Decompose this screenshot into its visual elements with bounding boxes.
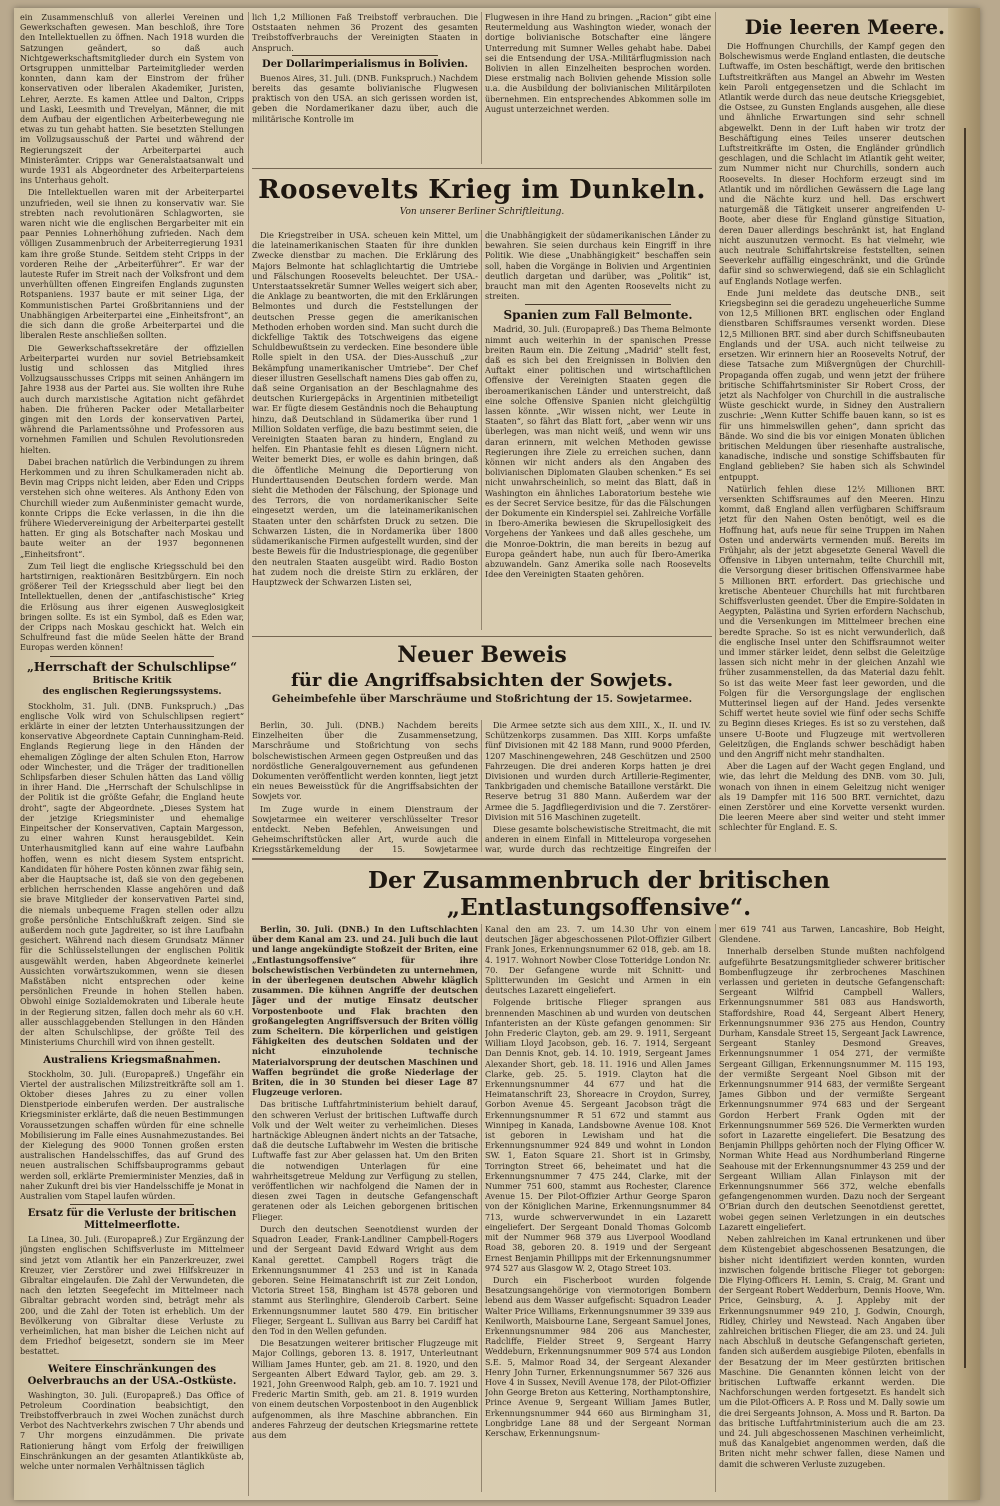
mid-top-left	[252, 12, 478, 168]
article-text: Im Zuge wurde in einem Dienstraum der Sowjetarmee ein weiterer verschlüsselter Tresor entdeckt. Neben Befehlen, Anweisungen und Geheimschriftstücken aller Art, wurde auch die Kriegsstärkemeldung der 15. Sowjetarmee	[252, 803, 478, 855]
soviet-col-2	[485, 720, 711, 856]
article-text: Washington, 30. Juli. (Europapreß.) Das Office of Petroleum Coordination beabsichtigt, den Treibstoffverbrauch in zwei Wochen zunächst durch Verbot des Nachtverkehrs zwischen 7 Uhr abends und 7 Uhr morgens einzudämmen. Die private Rationierung hängt vom Erfolg der freiwilligen Einschränkungen an der gesamten Atlantikküste ab, welche unter normalen Verhältnissen täglich	[20, 1389, 244, 1471]
headline-leere-meere: Die leeren Meere.	[744, 15, 945, 39]
article-text: Natürlich fehlen diese 12½ Millionen BRT. versenkten Schiffsraumes auf den Meeren. Hinzu kommt, daß England allen verfügbaren Schiffsraum jetzt für den Nahen Osten benötigt, weil es die Hoffnung hat, aufs neue für seine Truppen im Nahen Osten und anderwärts vermenden muß. Bereits im Frühjahr, als der jetzt abgesetzte General Wavell die Offensive in Libyen unternahm, teilte Churchill mit, die Versorgung dieser britischen Offensivarmee habe 5 Millionen BRT. erfordert. Das griechische und kretische Abenteuer Churchills hat mit furchtbaren Schiffsverlusten geendet. Über die Empire-Soldaten in Aegypten, Palästina und Syrien erfordern Nachschub, und die Versenkungen im Mittelmeer brechen eine beredte Sprache. So ist es nicht verwunderlich, daß die englische Insel unter den Schiffsraumnot weiter und immer stärker leidet, denn selbst die Geleitzüge lassen sich nicht mehr in der gleichen Anzahl wie früher zusammenstellen, da das Material dazu fehlt. So ist das weite Meer fast leer geworden, und die Folgen für die Versorgungslage der englischen Mutterinsel liegen auf der Hand. Jedes versenkte Schiff wertet heute soviel wie fünf oder sechs Schiffe zu Beginn dieses Krieges. Es ist so zu verstehen, daß unsere U-Boote und Flugzeuge mit wertvolleren Geleitzügen, die Englands schwer beschädigt haben und den Angriff nicht mehr standhalten.	[719, 483, 945, 760]
article-text: ein Zusammenschluß von allerlei Vereinen und Gewerkschaften gewesen. Man beschloß, ihre Tore den Intellektuellen zu öffnen. Nach 1918 wurden die Satzungen geändert, so daß auch Nichtgewerkschaftsmitglieder durch ein System von Ortsgruppen unmittelbar Parteimitglieder werden konnten, dann kam der Einstrom der früher konservativen oder liberalen Akademiker, Juristen, Lehrer, Aerzte. Es kamen Attlee und Dalton, Cripps und Laski, Leesmith und Trevelyan, Männer, die mit dem Aufbau der eigentlichen Arbeiterbewegung nie etwas zu tun gehabt hatten. Sie besetzten Stellungen im Vollzugsausschuß der Partei und während der Regierungszeit der Arbeiterpartei auch Ministerämter. Cripps war Generalstaatsanwalt und wurde 1931 als Abgeordneter des Arbeiterparteiens ins Unterhaus geholt.	[20, 12, 244, 186]
roosevelt-col-2	[485, 230, 711, 634]
article-text: Neben zahlreichen im Kanal ertrunkenen und über dem Küstengebiet abgeschossenen Besatzungen, die bisher nicht identifiziert werden konnten, wurden inzwischen folgende britische Flieger tot geborgen: Die Flying-Officers H. Lemin, S. Craig, M. Grant und der Sergeant Robert Wedderburn, Dennis Hoove, Wm. Price, Geinsburg, A. J. Appleby mit der Erkennungsnummer 949 210, J. Godwin, Cnourgh, Ridley, Chirley und Newstead. Nach Angaben über zahlreichen britischen Flieger, die am 23. und 24. Juli nach Abschluß in deutsche Gefangenschaft gerieten, fanden sich außerdem ausgiebige Piloten, ebenfalls in der Besatzung der im Meer gestürzten britischen Maschine. Die Genannten können leicht von der britischen Luftwaffe erkannt werden. Die Nachforschungen werden fortgesetzt. Es handelt sich um die Pilot-Officers A. P. Ross und M. Dally sowie um die drei Sergeants Johnson, A. Moss und R. Barton. Da das britische Luftfahrtministerium auch die am 23. und 24. Juli abgeschossenen Maschinen verheimlicht, muß das Kanalgebiet angenommen werden, daß die Briten nicht mehr schwer fallen, diese Namen und damit die schweren Verluste zuzugeben.	[719, 1234, 945, 1469]
article-text: Durch ein Fischerboot wurden folgende Besatzungsangehörige von viermotorigen Bombern lebend aus dem Wasser aufgefischt: Squadron Leader Walter Price Williams, Erkennungsnummer 39 339 aus Kenilworth, Maisbourne Lane, Sergeant Samuel Jones, Erkennungsnummer 984 206 aus Manchester, Radcliffe, Fielder Street 9, Sergeant Harry Weddeburn, Erkennungsnummer 909 574 aus London S.E. 5, Malmor Road 34, der Sergeant Alexander Henry John Turner, Erkennungsnummer 567 326 aus Hove 4 in Sussex, Nevill Avenue 178, der Pilot-Offizier John George Breton aus Kettering, Northamptonshire, Prince Avenue 9, Sergeant William James Butler, Erkennungsnummer 944 660 aus Birmingham 31, Longbridge Lane 88 und der Sergeant Norman Kerschaw, Erkennungsnum-	[485, 1274, 711, 1438]
article-text: Ende Juni meldete das deutsche DNB., seit Kriegsbeginn sei die geradezu ungeheuerliche Summe von 12,5 Millionen BRT. englischen oder England dienstbaren Schiffsraumes versenkt worden. Diese 12,5 Millionen BRT. sind aber durch Schiffsneubauten Englands und der USA. auch nicht teilweise zu ersetzen. Wir erinnern hier an Roosevelts Notruf, der diese Tatsache zum Mißvergnügen der Churchill-Propaganda offen zugab, und wenn jetzt der frühere britische Schiffahrtsminister Sir Robert Cross, der jetzt als Nachfolger von Churchill in die australische Wüste geschickt wurde, in Sidney den Australiern zuschrie: „Wenn Kutter Schiffe bauen kann, so ist es für uns himmelswillen gehen“, dann spricht das Bände. Wo sind die bis vor einigen Monaten üblichen britischen Meldungen über riesenhafte australische, kanadische, indische und sonstige Schiffsbauten für England geblieben? Sie haben sich als Schwindel entpuppt.	[719, 287, 945, 482]
article-text: Zum Teil liegt die englische Kriegsschuld bei den hartstirnigen, reaktionären Besitzbürgern. Ein noch größerer Teil der Kriegsschuld aber liegt bei den Intellektuellen, denen der „antifaschistische“ Krieg die Erlösung aus ihrer eigenen Ausweglosigkeit bringen sollte. Es ist ein Symbol, daß es Eden war, der Cripps nach Moskau geschickt hat. Welch ein Schulfreund fast die müde Seelen hätte der Brand Europas werden können!	[20, 560, 244, 653]
headline-ersatz: Ersatz für die Verluste der britischen Mittelmeerflotte.	[27, 1208, 237, 1232]
bottom-col-1	[252, 924, 478, 1496]
article-text: mer 619 741 aus Tarwen, Lancashire, Bob Height, Glendene.	[719, 924, 945, 945]
article-text: Kanal den am 23. 7. um 14.30 Uhr von einem deutschen Jäger abgeschossenen Pilot-Offizier Gilbert Frank Jones, Erkennungsnummer 62 018, geb. am 18. 4. 1917. Wohnort Nowber Close Totteridge London Nr. 70. Der Gefangene wurde mit Schnitt- und Splitterwunden im Gesicht und Armen in ein deutsches Lazarett eingeliefert.	[485, 924, 711, 996]
article-text: lich 1,2 Millionen Faß Treibstoff verbrauchen. Die Oststaaten nehmen 36 Prozent des gesamten Treibstoffverbrauchs der Vereinigten Staaten in Anspruch.	[252, 12, 478, 53]
seas-column	[719, 12, 945, 854]
headline-oil: Weitere Einschränkungen des Oelverbrauchs an der USA.-Ostküste.	[27, 1363, 237, 1387]
article-text: Die Gewerkschaftssekretäre der offiziellen Arbeiterpartei wurden nur soviel Betriebsamkeit lustig und schlossen das Mitglied ihres Vollzugsausschusses Cripps mit seinen Anhängern im Jahre 1938 aus der Partei aus. Sie wollten ihre Ruhe auch durch marxistische Agitation nicht gefährdet haben. Die früheren Packer oder Metallarbeiter gingen mit den Lords der konservativen Partei, während die Parlamentssöhne und Professoren aus vornehmen Familien und Schulen Revolutionsreden hielten.	[20, 342, 244, 455]
article-text: Die Hoffnungen Churchills, der Kampf gegen den Bolschewismus werde England entlasten, die deutsche Luftwaffe, im Osten beschäftigt, werde den britischen Luftstreitkräften aus Mangel an Abwehr im Westen kein Paroli entgegensetzen und die Schlacht im Atlantik werde durch das neue deutsche Kriegsgebiet, die Ostsee, zu Gunsten Englands ausgehen, alle diese und ähnliche Erwartungen sind sehr schnell abgewelkt. Denn in der Luft haben wir trotz der Beschäftigung eines Teiles unserer deutschen Luftstreitkräfte im Osten, die Engländer gründlich geschlagen, und die Schlacht im Atlantik geht weiter, zum Nummer nicht nur Churchills, sondern auch Roosevelts. In dieser Hochform erzeugt sind im Atlantik und im nördlichen Gewässern die Lage lang und die Nächte kurz und hell. Das erschwert naturgemäß die Tätigkeit unserer angreifenden U-Boote, aber diese für England günstige Situation, deren Dauer allerdings beschränkt ist, hat England nicht auszunutzen vermocht. Es hat vielmehr, wie auch neutrale Schiffahrtskreise feststellten, seinen Seeverkehr auffällig eingeschränkt, und die Gründe dafür sind so schwerwiegend, daß sie ein Schlaglicht auf Englands Notlage werfen.	[719, 41, 945, 286]
article-text: Die Besatzungen weiterer britischer Flugzeuge mit Major Collings, geboren 13. 8. 1917, Unterleutnant William James Hunter, geb. am 21. 8. 1920, und den Sergeanten Albert Edward Taylor, geb. am 29. 3. 1921, John Greenwood Ralph, geb. am 10. 7. 1921 und Frederic Martin Smith, geb. am 21. 8. 1919 wurden von einem deutschen Vorpostenboot in den Augenblick aufgenommen, als ihre Maschine abbranchen. Ein anderes Fahrzeug der deutschen Kriegsmarine rettete aus dem	[252, 1338, 478, 1440]
bottom-col-2	[485, 924, 711, 1496]
headline-australia: Australiens Kriegsmaßnahmen.	[43, 1054, 221, 1066]
article-text: Innerhalb derselben Stunde mußten nachfolgend aufgeführte Besatzungsmitglieder schwerer britischer Bombenflugzeuge ihr zerbrochenes Maschinen verlassen und gerieten in deutsche Gefangenschaft: Sergeant Wilfrid Campbell Wallers, Erkennungsnummer 581 083 aus Handsworth, Staffordshire, Road 44, Sergeant Albert Henery, Erkennungsnummer 936 275 aus Hendon, Country Durham, Kansdale Street 15, Sergeant Jack Lawrence, Sergeant Stanley Desmond Greaves, Erkennungsnummer 1 054 271, der vermißte Sergeant Gilligan, Erkennungsnummer M. 115 193, der vermißte Sergeant Noel Gibson mit der Erkennungsnummer 914 683, der vermißte Sergeant James Gibbon und der vermißte Sergeant Erkennungsnummer 974 683 und der Sergeant Gordon Herbert Frank Ogden mit der Erkennungsnummer 569 526. Die Vermerkten wurden sofort in Lazarette eingeliefert. Die Besatzung des Benjamin Phillpps gehörten noch der Flying Officer W. Norman White Head aus Nordhumberland Ringerne Seahouse mit der Erkennungsnummer 43 259 und der Sergeant William Allan Finlayson mit der Erkennungsnummer 566 372, welche ebenfalls gefangengenommen wurden. Dazu noch der Sergeant O’Brian durch den deutschen Seenotdienst gerettet, wobei gegen seinen Verletzungen in ein deutsches Lazarett eingeliefert.	[719, 946, 945, 1232]
roosevelt-header	[252, 172, 712, 228]
headline-roosevelt: Roosevelts Krieg im Dunkeln.	[258, 175, 706, 205]
headline-schulschlipse: „Herrschaft der Schulschlipse“	[26, 659, 238, 674]
article-text: Madrid, 30. Juli. (Europapreß.) Das Thema Belmonte nimmt auch weiterhin in der spanischen Presse breiten Raum ein. Die Zeitung „Madrid“ stellt fest, daß es sich bei den Ereignissen in Bolivien den Auftakt einer politischen und wirtschaftlichen Offensive der Vereinigten Staaten gegen die iberoamerikanischen Länder und unterstreicht, daß eine solche Offensive Spanien nicht gleichgültig lassen könnte. „Wir wissen nicht, wer Leute in Staaten“, so fährt das Blatt fort, „aber wenn wir uns überlegen, was man nicht weiß, und wenn wir uns daran erinnern, mit welchen Methoden gewisse Regierungen ihre Ziele zu erreichen suchen, dann können wir nicht anders als den Angaben des bolivianischen Diplomaten Glauben schenken.“ Es sei nicht unwahrscheinlich, so meint das Blatt, daß in Washington ein ähnliches Laboratorium bestehe wie es der Secret Service besitze, für das die Fälschungen der Dokumente ein Kinderspiel sei. Zahlreiche Vorfälle in Ibero-Amerika bewiesen die Skrupellosigkeit des Vorgehens der Yankees und daß alles geschehe, um die Monroe-Doktrin, die man bereits in bezug auf Europa geändert habe, nun auch für Ibero-Amerika abzuwandeln. Ganz Amerika solle nach Roosevelts Idee den Vereinigten Staaten gehören.	[485, 324, 711, 580]
article-text: La Linea, 30. Juli. (Europapreß.) Zur Ergänzung der jüngsten englischen Schiffsverluste im Mittelmeer sind jetzt vom Atlantik her ein Panzerkreuzer, zwei Kreuzer, vier Zerstörer und zwei Hilfskreuzer in Gibraltar eingelaufen. Die Zahl der Verwundeten, die nach den letzten Seegefecht im Mittelmeer nach Gibraltar gebracht worden sind, beträgt mehr als 200, und die Zahl der Toten ist erheblich. Um der Bevölkerung von Gibraltar diese Verluste zu verheimlichen, hat man bisher die Leichen nicht auf dem Friedhof beigesetzt, sondern sie im Meer bestattet.	[20, 1234, 244, 1357]
article-text: Die Armee setzte sich aus dem XIII., X., II. und IV. Schützenkorps zusammen. Das XIII. Korps umfaßte fünf Divisionen mit 42 188 Mann, rund 9000 Pferden, 1207 Maschinengewehren, 248 Geschützen und 2500 Fahrzeugen. Die drei anderen Korps hatten je drei Divisionen und wurden durch Artillerie-Regimenter, Tankbrigaden und chemische Bataillone verstärkt. Die Reserve betrug 31 880 Mann. Außerdem war der Armee die 5. Jagdfliegerdivision und die 7. Zerstörer-Division mit 516 Maschinen zugeteilt.	[485, 720, 711, 822]
subheadline: Geheimbefehle über Marschräume und Stoßrichtung der 15. Sowjetarmee.	[271, 694, 693, 705]
soviet-col-1	[252, 720, 478, 856]
article-text: Stockholm, 30. Juli. (Europapreß.) Ungefähr ein Viertel der australischen Milizstreitkräfte soll am 1. Oktober dieses Jahres zu zu einer vollen Dienstperiode einberufen werden. Der australische Kriegsminister erklärte, daß die neuen Bestimmungen Voraussetzungen schaffen würden für eine schnelle Mobilisierung im Falle eines Ausnahmezustandes. Bei der Kielegung des 9000 Tonnen großen ersten australischen Handelsschiffes, das auf Grund des neuen australischen Schiffsbauprogramms gebaut werden soll, erklärte Premierminister Menzies, daß in naher Zukunft drei bis vier Handelsschiffe je Monat in Australien vom Stapel laufen würden.	[20, 1068, 244, 1201]
article-text: Berlin, 30. Juli. (DNB.) In den Luftschlachten über dem Kanal am 23. und 24. Juli buch die laut und lange angekündigte Stoßzeit der Briten, eine „Entlastungsoffensive“ für ihre bolschewistischen Verbündeten zu unternehmen, in der überlegenen deutschen Abwehr kläglich zusammen. Die kühnen Angriffe der deutschen Jäger und der mutige Einsatz deutscher Vorpostenboote und Flak brachten den großangelegten Angriffsversuch der Briten völlig zum Scheitern. Die körperlichen und geistigen Fähigkeiten des deutschen Soldaten und der nicht einzuholende technische Materialvorsprung der deutschen Maschinen und Waffen begründet die große Niederlage der Briten, die in 30 Stunden bei dieser Lage 87 Flugzeuge verloren.	[252, 924, 478, 1098]
article-text: Das britische Luftfahrtministerium behielt darauf, den schweren Verlust der britischen Luftwaffe durch Volk und der Welt weiter zu verheimlichen. Dieses hartnäckige Ableugnen ändert nichts an der Tatsache, daß die deutsche Luftabwehr im Westen die britische Luftwaffe fast zur Aber gelassen hat. Um den Briten die notwendigen Unterlagen für eine wahrheitsgetreue Meldung zur Verfügung zu stellen, veröffentlichen wir nachfolgend die Namen der in diesen zwei Tagen in deutsche Gefangenschaft geratenen oder als Leichen geborgenen britischen Flieger.	[252, 1099, 478, 1222]
headline-zusammenbruch: Der Zusammenbruch der britischen „Entlastungsoffensive“.	[368, 867, 830, 921]
article-text: Die Intellektuellen waren mit der Arbeiterpartei unzufrieden, weil sie ihnen zu konservativ war. Sie strebten nach revolutionären Schlagworten, sie waren nicht wie die englischen Bergarbeiter mit ein paar Pennies Lohnerhöhung zufrieden. Nach dem völligen Zusammenbruch der Arbeiterregierung 1931 kam ihre große Stunde. Seitdem steht Cripps in der vorderen Reihe der „Arbeiterführer“. Er war der lauteste Rufer im Streit nach der Volksfront und dem unverhüllten offenen Eingreifen Englands zugunsten Rotspaniens. 1937 baute er mit seiner Liga, der Kommunistischen Partei Großbritanniens und der Unabhängigen Arbeiterpartei eine „Einheitsfront“, an die sich dann die große Arbeiterpartei und die liberalen Reste anschließen sollten.	[20, 187, 244, 341]
binding-rule	[964, 128, 966, 1368]
article-text: Diese gesamte bolschewistische Streitmacht, die mit anderen in einem Einfall in Mitteleuropa vorgesehen war, wurde durch das rechtzeitige Eingreifen der	[485, 824, 711, 855]
headline-spain: Spanien zum Fall Belmonte.	[503, 308, 693, 323]
mid-top-right	[485, 12, 711, 168]
subheadline: des englischen Regierungssystems.	[42, 686, 222, 697]
article-text: Die Kriegstreiber in USA. scheuen kein Mittel, um die lateinamerikanischen Staaten für ihre dunklen Zwecke dienstbar zu machen. Die Erklärung des Majors Belmonte hat schlaglichtartig die Umtriebe und Fälschungen Roosevelts beleuchtet. Der USA.-Unterstaatssekretär Sumner Welles weigert sich aber, die Anklage zu beantworten, die mit den Erklärungen Belmontes und durch die Feststellungen der deutschen Presse gegen die amerikanischen Methoden erhoben worden sind. Man sucht durch die dickfellige Taktik des Totschweigens das eigene Schuldbewußtsein zu verdecken. Eine besondere üble Rolle spielt in den USA. der Dies-Ausschuß „zur Bekämpfung unamerikanischer Umtriebe“. Der Chef dieser illustren Gesellschaft namens Dies gab offen zu, daß seine Organisation an der Beschlagnahme des deutschen Kuriergepäcks in Argentinien mitbeteiligt war. Er fügte diesem Geständnis noch die Behauptung hinzu, daß Deutschland in Südamerika über rund 1 Million Soldaten verfüge, die bazu bestimmt seien, die Vereinigten Staaten baran zu hindern, England zu helfen. Ein Phantasie fehlt es diesen Lügnern nicht. Weiter bemerkt Dies, er wolle es dahin bringen, daß die öffentliche Meinung die Deportierung von Hunderttausenden Deutschen fordern werde. Man sieht die Methoden der Fälschung, der Spionage und des Terrors, die von nordamerikanischer Seite eingesetzt werden, um die lateinamerikanischen Staaten unter den schärfsten Druck zu setzen. Die Schwarzen Listen, die in Nordamerika über 1800 südamerikanische Firmen aufgestellt wurden, sind der beste Beweis für die Industriespionage, die gegenüber den neutralen Staaten ausgeübt wird. Radio Boston hat zudem noch die dreiste Stirn zu erklären, der Hauptzweck der Schwarzen Listen sei,	[252, 230, 478, 587]
article-text: Folgende britische Flieger sprangen aus brennenden Maschinen ab und wurden von deutschen Infanteristen an der Küste gefangen genommen: Sir John Frederic Clayton, geb. am 29. 9. 1911, Sergeant William Lloyd Jacobson, geb. 16. 7. 1914, Sergeant Dan Dennis Knot, geb. 14. 10. 1919, Sergeant James Alexander Short, geb. 18. 11. 1916 und Allen James Clarke, geb. 25. 5. 1919. Clayton hat die Erkennungsnummer 44 677 und hat die Heimatanschrift 23, Shoreacre in Croydon, Surrey, Gorbon Avenue 45. Sergeant Jacobson trägt die Erkennungsnummer R 51 672 und stammt aus Winnipeg in Kanada, Landsbowne Avenue 108. Knot ist geboren in Lewisham und hat die Erkennungsnummer 924 849 und wohnt in London SW. 1, Eaton Square 21. Short ist in Grimsby, Torrington Street 66, beheimatet und hat die Erkennungsnummer 7 475 244, Clarke, mit der Nummer 751 600, stammt aus Rochester, Clarence Avenue 15. Der Pilot-Offizier Arthur George Sparon von der Königlichen Marine, Erkennungsnummer 84 713, wurde schwerverwundet in ein Lazarett eingeliefert. Der Sergeant Donald Thomas Golcomb mit der Nummer 968 379 aus Liverpool Woodland Road 38, geboren 20. 8. 1919 und der Sergeant Ernest Benjamin Phillipps mit der Erkennungsnummer 974 527 aus Glasgow W. 2, Otago Street 103.	[485, 997, 711, 1273]
newspaper-page	[14, 8, 980, 1500]
article-text: Stockholm, 31. Juli. (DNB. Funkspruch.) „Das englische Volk wird von Schulschlipsen regiert“ erklärte in einer der letzten Unterhaussitzungen der konservative Abgeordnete Captain Cunningham-Reid. Englands Regierung liege in den Händen der ehemaligen Zöglinge der alten Schulen Eton, Harrow oder Winchester, und die Träger der traditionellen Schlipsfarben dieser Schulen hätten das Land völlig in ihrer Hand. Die „Herrschaft der Schulschlipse in der Politik ist die größte Gefahr, die England heute droht“, sagte der Abgeordnete. „Dieses System hat der jetzige Kriegsminister und ehemalige Einpeitscher der Konservativen, Captain Margesson, zu einer wahren Kunst herausgebildet. Kein Unterhausmitglied kann auf eine wahre Laufbahn hoffen, wenn es nicht diesem System entspricht. Kandidaten für höhere Posten können zwar fähig sein, aber die Hauptsache ist, daß sie von den gegebenen erblichen herrschenden Klasse angehören und daß sie brave Mitglieder der konservativen Partei sind, die niemals unbequeme Fragen stellen oder allzu große persönliche Entschlußkraft zeigen. Sind sie außerdem noch gute Jagdreiter, so ist ihre Laufbahn gesichert. Während nach diesem Grundsatz Männer für die Schlüsselstellungen der englischen Politik ausgewählt werden, haben Abgeordnete keinerlei Aussichten vorwärtszukommen, wenn sie diesen Maßstäben nicht entsprechen oder keine persönlichen Freunde in hohen Stellen haben. Obwohl einige Sozialdemokraten und Liberale heute in der Regierung sitzen, fallen doch mehr als 60 v.H. aller ausschlaggebenden Stellungen in den Händen der alten Schulschlipse, der größte Teil des Ministeriums Churchill wird von ihnen gestellt.	[20, 700, 244, 1048]
article-text: Buenos Aires, 31. Juli. (DNB. Funkspruch.) Nachdem bereits das gesamte bolivianische Flugwesen praktisch von den USA. an sich gerissen worden ist, geben die Nordamerikaner dazu über, auch die militärische Kontrolle im	[252, 72, 478, 124]
subheadline: Britische Kritik	[92, 675, 172, 686]
bottom-header	[252, 864, 946, 922]
byline: Von unserer Berliner Schriftleitung.	[399, 207, 565, 217]
headline-soviet: Neuer Beweis	[397, 642, 567, 668]
article-text: Aber die Lagen auf der Wacht gegen England, und wie, das lehrt die Meldung des DNB. vom 30. Juli, wonach von ihnen in einem Geleitzug nicht weniger als 19 Dampfer mit 116 500 BRT. vernichtet, dazu einen Zerstörer und eine Korvette versenkt wurden. Die leeren Meere aber sind weiter und steht immer schlechter für England. E. S.	[719, 761, 945, 833]
bottom-col-3	[719, 924, 945, 1496]
soviet-header	[252, 640, 712, 718]
left-column	[20, 12, 244, 1496]
article-text: Durch den deutschen Seenotdienst wurden der Squadron Leader, Frank-Landliner Campbell-Rogers und der Sergeant David Edward Wright aus dem Kanal gerettet. Campbell Rogers trägt die Erkennungsnummer 41 253 und ist in Kanada geboren. Seine Heimatanschrift ist zur Zeit London, Victoria Street 158, Bingham ist 4578 geboren und stammt aus Sterlinghire, Glenderoib Carbert. Seine Erkennungsnummer lautet 580 479. Ein britischer Flieger, Sergeant L. Sullivan aus Barry bei Cardiff hat den Tod in den Wellen gefunden.	[252, 1223, 478, 1336]
article-text: Dabei brachen natürlich die Verbindungen zu ihrem Herkommen und zu ihren Schulkameraden nicht ab. Bevin mag Cripps nicht leiden, aber Eden und Cripps verstehen sich ohne weiteres. Als Anthony Eden von Churchill wieder zum Außenminister gemacht wurde, konnte Cripps die Ecke verlassen, in die ihn die frühere Wiedervereinigung der Arbeiterpartei gestellt hatten. Er ging als Botschafter nach Moskau und baute weiter an der 1937 begonnenen „Einheitsfront“.	[20, 456, 244, 559]
headline-soviet-2: für die Angriffsabsichten der Sowjets.	[291, 670, 673, 691]
article-text: Flugwesen in ihre Hand zu bringen. „Racion“ gibt eine Reutermeldung aus Washington wieder, wonach der dortige bolivianische Botschafter eine längere Unterredung mit Sumner Welles gehabt habe. Dabei sei die Entsendung der USA.-Militärflugmission nach Bolivien in allen Einzelheiten besprochen worden. Diese erstmalig nach Bolivien gehende Mission solle u.a. die Ausbildung der bolivianischen Militärpiloten übernehmen. Ein entsprechendes Abkommen solle im August unterzeichnet werden.	[485, 12, 711, 114]
headline-dollar-bolivia: Der Dollarimperialismus in Bolivien.	[262, 58, 468, 70]
article-text: die Unabhängigkeit der südamerikanischen Länder zu bewahren. Sie seien durchaus kein Eingriff in ihre Politik. Wie diese „Unabhängigkeit“ beschaffen sein soll, haben die Vorgänge in Bolivien und Argentinien deutlich dargetan und darüber, was „Politik“ ist, braucht man mit den Agenten Roosevelts nicht zu streiten.	[485, 230, 711, 302]
article-text: Berlin, 30. Juli. (DNB.) Nachdem bereits Einzelheiten über die Zusammensetzung, Marschräume und Stoßrichtung von sechs bolschewistischen Armeen gegen Ostpreußen und das nordöstliche Generalgouvernement aus gefundenen Dokumenten veröffentlicht werden konnten, liegt jetzt ein neues Beweisstück für die Angriffsabsichten der Sowjets vor.	[252, 720, 478, 802]
roosevelt-col-1	[252, 230, 478, 634]
